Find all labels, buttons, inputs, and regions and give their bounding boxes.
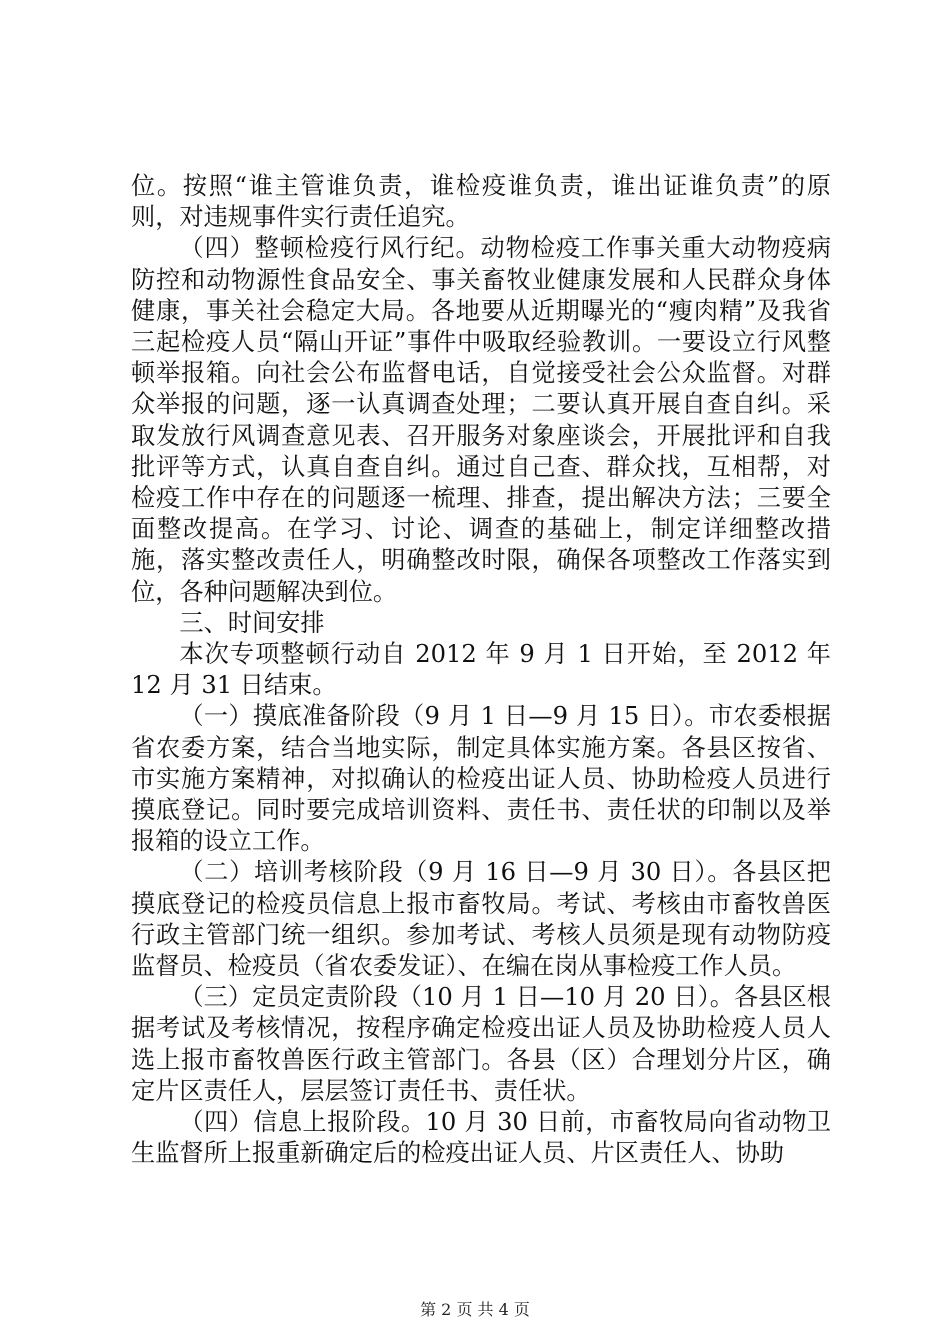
paragraph-continuation: 位。按照“谁主管谁负责，谁检疫谁负责，谁出证谁负责”的原则，对违规事件实行责任追究。 bbox=[131, 172, 831, 232]
paragraph-phase-4: （四）信息上报阶段。10 月 30 日前，市畜牧局向省动物卫生监督所上报重新确定后的检疫出证人员、片区责任人、协助 bbox=[131, 1108, 831, 1168]
document-body bbox=[131, 171, 831, 1170]
page-number-footer: 第 2 页 共 4 页 bbox=[420, 1300, 530, 1319]
paragraph-schedule-overview: 本次专项整顿行动自 2012 年 9 月 1 日开始，至 2012 年 12 月 31 日结束。 bbox=[131, 640, 831, 700]
paragraph-phase-2: （二）培训考核阶段（9 月 16 日—9 月 30 日）。各县区把摸底登记的检疫员信息上报市畜牧局。考试、考核由市畜牧兽医行政主管部门统一组织。参加考试、考核人员须是现有动物防疫监督员、检疫员（省农委发证）、在编在岗从事检疫工作人员。 bbox=[131, 858, 831, 981]
paragraph-phase-1: （一）摸底准备阶段（9 月 1 日—9 月 15 日）。市农委根据省农委方案，结合当地实际，制定具体实施方案。各县区按省、市实施方案精神，对拟确认的检疫出证人员、协助检疫人员进行摸底登记。同时要完成培训资料、责任书、责任状的印制以及举报箱的设立工作。 bbox=[131, 702, 831, 856]
heading-schedule: 三、时间安排 bbox=[179, 608, 325, 637]
paragraph-section-4-conduct: （四）整顿检疫行风行纪。动物检疫工作事关重大动物疫病防控和动物源性食品安全、事关畜牧业健康发展和人民群众身体健康，事关社会稳定大局。各地要从近期曝光的“瘦肉精”及我省三起检疫人员“隔山开证”事件中吸取经验教训。一要设立行风整顿举报箱。向社会公布监督电话，自觉接受社会公众监督。对群众举报的问题，逐一认真调查处理；二要认真开展自查自纠。采取发放行风调查意见表、召开服务对象座谈会，开展批评和自我批评等方式，认真自查自纠。通过自己查、群众找，互相帮，对检疫工作中存在的问题逐一梳理、排查，提出解决方法；三要全面整改提高。在学习、讨论、调查的基础上，制定详细整改措施，落实整改责任人，明确整改时限，确保各项整改工作落实到位，各种问题解决到位。 bbox=[131, 234, 831, 606]
paragraph-phase-3: （三）定员定责阶段（10 月 1 日—10 月 20 日）。各县区根据考试及考核情况，按程序确定检疫出证人员及协助检疫人员人选上报市畜牧兽医行政主管部门。各县（区）合理划分片区，确定片区责任人，层层签订责任书、责任状。 bbox=[131, 983, 831, 1105]
